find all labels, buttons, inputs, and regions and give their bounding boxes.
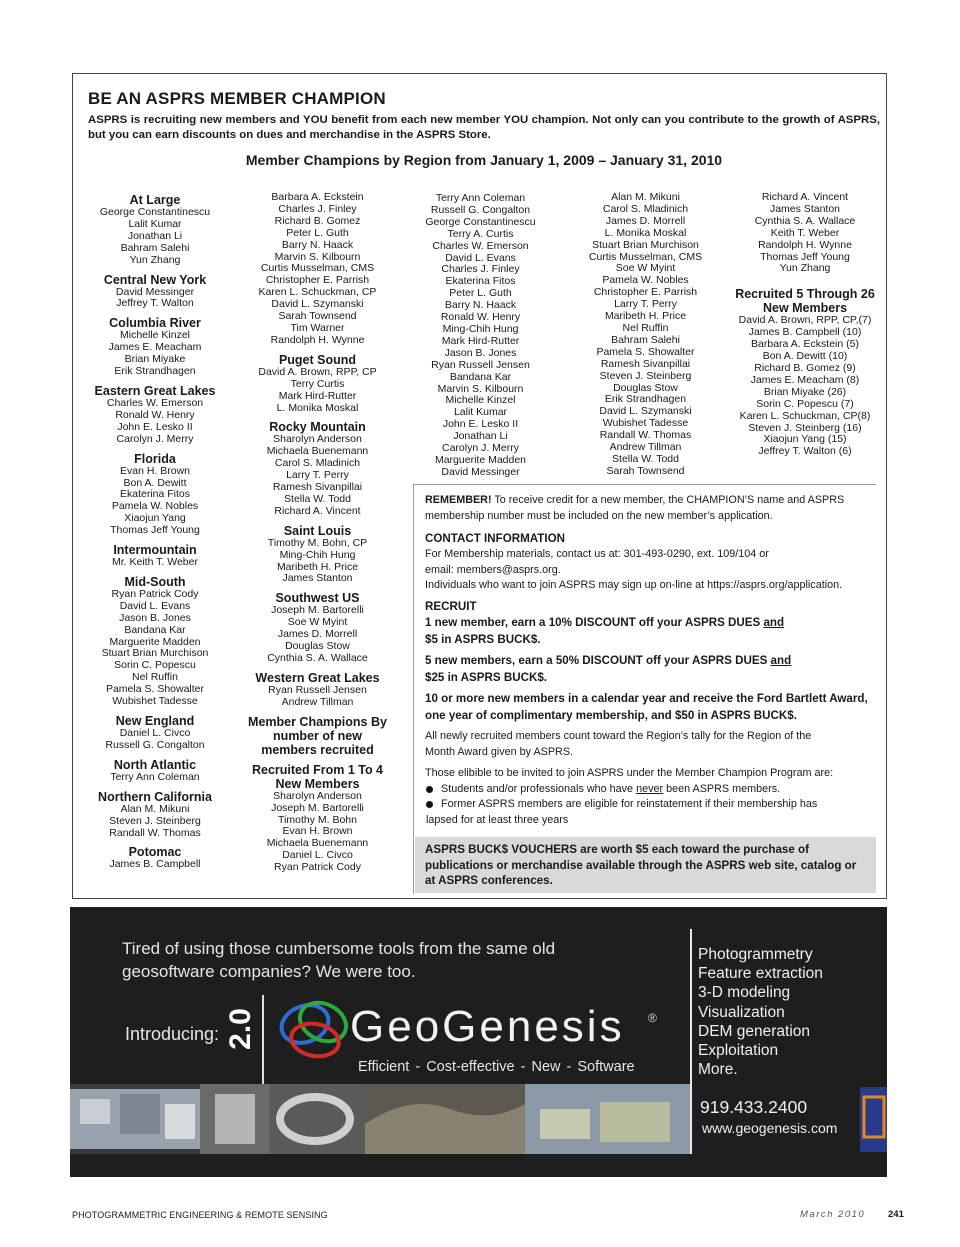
- member-name: Richard B. Gomez (9): [754, 361, 856, 374]
- member-name: Michaela Buenemann: [266, 837, 369, 850]
- ad-phone[interactable]: 919.433.2400: [700, 1097, 808, 1117]
- region-heading: Columbia River: [109, 316, 201, 331]
- member-name: Maribeth H. Price: [276, 560, 359, 573]
- member-name: Larry T. Perry: [614, 298, 677, 311]
- member-name: Karen L. Schuckman, CP(8): [739, 409, 871, 422]
- member-name: James D. Morrell: [277, 628, 358, 641]
- member-name: Daniel L. Civco: [282, 849, 353, 862]
- member-name: Ryan Russell Jensen: [431, 358, 530, 371]
- recruit-2-a: 5 new members, earn a 50% DISCOUNT off your ASPRS DUES: [425, 654, 771, 667]
- recruit-2-and: and: [770, 654, 792, 667]
- ad-brand: GeoGenesis: [350, 1002, 625, 1051]
- member-name: Sorin C. Popescu: [114, 659, 196, 672]
- member-name: Ryan Russell Jensen: [268, 683, 367, 696]
- member-name: Douglas Stow: [285, 640, 350, 653]
- member-name: George Constantinescu: [425, 215, 536, 228]
- member-name: Sorin C. Popescu (7): [756, 397, 854, 410]
- member-name: Carolyn J. Merry: [441, 442, 519, 455]
- ad-right-divider: [690, 929, 692, 1154]
- member-name: Joseph M. Bartorelli: [271, 604, 364, 617]
- count-text: All newly recruited members count toward the Region’s tally for the Region of the Month Award given by ASPRS.: [425, 730, 812, 758]
- region-heading: Eastern Great Lakes: [94, 383, 216, 398]
- member-name: Ramesh Sivanpillai: [600, 357, 691, 370]
- member-name: Alan M. Mikuni: [611, 191, 680, 203]
- remember-label: REMEMBER!: [425, 494, 492, 506]
- member-name: Brian Miyake (26): [763, 385, 847, 398]
- member-name: Barbara A. Eckstein (5): [751, 338, 859, 351]
- member-name: Douglas Stow: [613, 381, 678, 394]
- member-name: Bandana Kar: [449, 370, 512, 383]
- member-name: David L. Evans: [445, 251, 516, 264]
- member-name: Jeffrey T. Walton (6): [758, 445, 852, 458]
- member-name: David A. Brown, RPP, CP,(7): [738, 314, 872, 327]
- region-heading: Northern California: [98, 789, 212, 804]
- region-heading: Mid-South: [124, 574, 186, 589]
- ad-registered: ®: [648, 1011, 657, 1025]
- ad-image-strip: [70, 1084, 690, 1154]
- member-name: Randolph H. Wynne: [270, 333, 365, 346]
- member-name: Steven J. Steinberg: [109, 814, 201, 827]
- member-name: Daniel L. Civco: [119, 727, 191, 739]
- member-name: Peter L. Guth: [286, 226, 349, 239]
- member-name: Andrew Tillman: [281, 695, 354, 708]
- member-name: Carol S. Mladinich: [602, 202, 689, 215]
- member-name: Evan H. Brown: [282, 825, 353, 838]
- member-name: Brian Miyake: [124, 353, 186, 366]
- page-number: 241: [888, 1209, 904, 1220]
- member-name: Sharolyn Anderson: [273, 789, 362, 802]
- member-name: Sarah Townsend: [278, 310, 357, 323]
- ad-version: 2.0: [223, 1008, 257, 1050]
- member-name: Jason B. Jones: [119, 611, 191, 624]
- region-heading: Central New York: [103, 272, 207, 287]
- member-name: Maribeth H. Price: [604, 310, 687, 323]
- ad-feature-item: Feature extraction: [698, 965, 823, 983]
- member-name: David Messinger: [441, 465, 520, 478]
- region-heading: Puget Sound: [278, 352, 357, 367]
- region-heading: North Atlantic: [113, 757, 197, 772]
- member-name: Terry Ann Coleman: [110, 770, 200, 783]
- contact-line-1: For Membership materials, contact us at: 301-493-0290, ext. 109/104 or: [425, 548, 769, 560]
- member-name: Barbara A. Eckstein: [271, 191, 364, 203]
- ad-tagline: Tired of using those cumbersome tools from the same old geosoftware companies? We were too.: [122, 939, 556, 981]
- region-heading: Rocky Mountain: [269, 420, 366, 435]
- member-name: Richard A. Vincent: [761, 191, 849, 203]
- geogenesis-ad[interactable]: [70, 907, 887, 1177]
- member-name: Ryan Patrick Cody: [111, 587, 199, 600]
- member-name: Michelle Kinzel: [445, 394, 516, 407]
- contact-heading-text: CONTACT INFORMATION: [425, 532, 565, 545]
- member-name: David A. Brown, RPP, CP: [258, 365, 377, 378]
- region-heading: Member Champions By number of new members recruited: [248, 714, 387, 757]
- member-name: James Stanton: [282, 572, 353, 585]
- member-name: Soe W Myint: [615, 262, 676, 275]
- subhead: Member Champions by Region from January 1, 2009 – January 31, 2010: [245, 152, 723, 168]
- bullet-dot-icon: [426, 786, 433, 793]
- member-name: Evan H. Brown: [119, 464, 191, 477]
- member-name: Nel Ruffin: [132, 671, 178, 684]
- member-name: Terry A. Curtis: [447, 227, 514, 240]
- ad-website[interactable]: www.geogenesis.com: [702, 1120, 838, 1136]
- member-name: Jonathan Li: [453, 430, 508, 443]
- member-name: Curtis Musselman, CMS: [588, 250, 703, 263]
- member-name: Russell G. Congalton: [105, 738, 205, 751]
- member-name: James Stanton: [769, 202, 841, 215]
- member-name: Jeffrey T. Walton: [116, 297, 194, 310]
- member-name: Terry Ann Coleman: [435, 192, 526, 204]
- member-name: Karen L. Schuckman, CP: [258, 286, 377, 299]
- ad-feature-item: DEM generation: [698, 1022, 811, 1040]
- member-name: James B. Campbell: [109, 858, 201, 871]
- member-name: Joseph M. Bartorelli: [271, 801, 364, 814]
- recruit-1-and: and: [763, 616, 785, 629]
- contact-online[interactable]: Individuals who want to join ASPRS may sign up on-line at https://asprs.org/application.: [425, 579, 843, 591]
- member-name: Pamela W. Nobles: [111, 500, 199, 513]
- member-name: Carolyn J. Merry: [116, 432, 194, 445]
- member-name: Randolph H. Wynne: [758, 238, 852, 251]
- column-4: [578, 192, 713, 478]
- member-name: Peter L. Guth: [449, 287, 512, 300]
- footer-journal: PHOTOGRAMMETRIC ENGINEERING & REMOTE SENSING: [72, 1210, 328, 1220]
- column-5: [725, 192, 885, 458]
- member-name: Pamela W. Nobles: [602, 274, 689, 287]
- member-name: Pamela S. Showalter: [105, 683, 205, 696]
- member-name: Cynthia S. A. Wallace: [754, 214, 856, 227]
- member-name: Carol S. Mladinich: [274, 457, 361, 470]
- member-name: Randall W. Thomas: [109, 826, 201, 839]
- recruit-2-b: $25 in ASPRS BUCK$.: [425, 670, 547, 684]
- ad-feature-item: Exploitation: [698, 1042, 779, 1060]
- member-name: Xiaojun Yang (15): [763, 433, 847, 446]
- member-name: Cynthia S. A. Wallace: [267, 652, 368, 664]
- member-name: Marvin S. Kilbourn: [437, 382, 524, 395]
- region-heading: Saint Louis: [283, 523, 352, 538]
- member-name: James E. Meacham: [108, 341, 202, 354]
- member-name: John E. Lesko II: [442, 418, 519, 431]
- member-name: Jonathan Li: [127, 229, 183, 242]
- ad-feature-item: 3-D modeling: [698, 984, 791, 1002]
- member-name: George Constantinescu: [99, 206, 211, 218]
- recruit-1: [425, 615, 870, 648]
- member-name: Curtis Musselman, CMS: [260, 262, 375, 275]
- ad-feature-item: More.: [698, 1061, 738, 1079]
- recruit-heading-text: RECRUIT: [425, 600, 477, 613]
- member-name: Xiaojun Yang: [124, 512, 186, 525]
- contact-email[interactable]: email: members@asprs.org.: [425, 564, 561, 576]
- member-name: Erik Strandhagen: [604, 393, 687, 406]
- ad-slogan: Efficient - Cost-effective - New - Software: [358, 1059, 635, 1075]
- contact-heading: [425, 531, 870, 548]
- remember-body: To receive credit for a new member, the CHAMPION’S name and ASPRS membership number must be included on the new member’s application.: [425, 494, 845, 522]
- region-heading: New England: [115, 714, 195, 728]
- member-name: Bon A. Dewitt: [123, 476, 187, 489]
- region-heading: At Large: [129, 193, 181, 207]
- ad-feature-item: Photogrammetry: [698, 946, 813, 963]
- member-name: Russell G. Congalton: [430, 203, 531, 216]
- member-name: Soe W Myint: [287, 616, 348, 629]
- member-name: Marguerite Madden: [434, 453, 527, 466]
- member-name: Marguerite Madden: [109, 635, 201, 648]
- member-name: David Messinger: [115, 285, 195, 298]
- member-name: Yun Zhang: [129, 253, 181, 266]
- recruit-1-a: 1 new member, earn a 10% DISCOUNT off your ASPRS DUES: [425, 616, 764, 629]
- region-heading: Southwest US: [275, 591, 360, 606]
- member-name: Thomas Jeff Young: [760, 250, 850, 263]
- remember-text: [425, 493, 870, 524]
- member-name: Barry N. Haack: [444, 299, 517, 312]
- recruit-3: [425, 691, 870, 724]
- member-name: Keith T. Weber: [770, 226, 840, 239]
- member-name: Ekaterina Fitos: [445, 275, 516, 288]
- member-name: Richard A. Vincent: [274, 504, 361, 517]
- recruit-1-b: $5 in ASPRS BUCK$.: [425, 632, 541, 646]
- footer-date: March 2010: [800, 1209, 866, 1220]
- member-name: James B. Campbell (10): [748, 326, 862, 339]
- recruit-2: [425, 653, 870, 686]
- intro-text: ASPRS is recruiting new members and YOU benefit from each new member YOU champion. Not only can you contribute to the growth of ASPRS, but you can earn discounts on dues and merchandise in the ASPRS Store.: [88, 114, 880, 141]
- member-name: Ryan Patrick Cody: [274, 861, 361, 874]
- bullet-1: [426, 782, 866, 798]
- recruit-3-text: 10 or more new members in a calendar year and receive the Ford Bartlett Award, one year of complimentary membership, and $50 in ASPRS BUCK$.: [425, 692, 868, 722]
- member-name: Larry T. Perry: [286, 469, 349, 482]
- member-name: Terry Curtis: [290, 377, 345, 390]
- member-name: Richard B. Gomez: [274, 214, 361, 227]
- ad-thumbnail-image: [860, 1087, 887, 1152]
- member-name: Charles J. Finley: [278, 202, 357, 215]
- member-name: Charles W. Emerson: [106, 396, 204, 409]
- member-name: Tim Warner: [290, 321, 345, 334]
- member-name: James D. Morrell: [605, 214, 686, 227]
- member-name: Bahram Salehi: [611, 333, 680, 346]
- column-2: [245, 192, 390, 874]
- ad-divider: [262, 995, 264, 1087]
- member-name: Steven J. Steinberg (16): [748, 421, 862, 434]
- member-name: James E. Meacham (8): [750, 373, 860, 386]
- bullet-1-a: Students and/or professionals who have: [441, 783, 637, 795]
- region-heading: Potomac: [128, 845, 182, 860]
- member-name: Sharolyn Anderson: [273, 433, 362, 446]
- headline: BE AN ASPRS MEMBER CHAMPION: [88, 89, 386, 108]
- member-name: Ming-Chih Hung: [279, 548, 356, 561]
- ad-feature-item: Visualization: [698, 1003, 785, 1021]
- member-name: Michaela Buenemann: [266, 445, 369, 458]
- member-name: Timothy M. Bohn, CP: [267, 536, 368, 549]
- member-name: Nel Ruffin: [622, 321, 669, 334]
- member-name: Sarah Townsend: [606, 464, 685, 477]
- region-heading: Recruited From 1 To 4 New Members: [251, 762, 384, 791]
- member-name: Michelle Kinzel: [119, 329, 191, 342]
- member-name: David L. Evans: [119, 599, 191, 612]
- bullet-2: [426, 797, 836, 828]
- member-name: Alan M. Mikuni: [120, 802, 190, 815]
- member-name: Charles W. Emerson: [432, 239, 529, 252]
- member-name: Christopher E. Parrish: [265, 274, 370, 287]
- member-name: David L. Szymanski: [271, 298, 364, 311]
- member-name: Andrew Tillman: [609, 441, 682, 454]
- member-name: John E. Lesko II: [117, 420, 193, 433]
- member-name: Timothy M. Bohn: [278, 813, 357, 826]
- ad-features: [698, 945, 823, 1079]
- member-name: Mr. Keith T. Weber: [112, 556, 198, 569]
- member-name: Christopher E. Parrish: [593, 286, 698, 299]
- member-name: Wubishet Tadesse: [602, 417, 689, 430]
- member-name: Charles J. Finley: [441, 263, 520, 276]
- member-name: Ekaterina Fitos: [119, 488, 191, 501]
- region-heading: Intermountain: [113, 543, 197, 558]
- member-name: Pamela S. Showalter: [596, 345, 695, 358]
- member-name: Jason B. Jones: [444, 346, 517, 359]
- eligible-text: Those elibible to be invited to join ASPRS under the Member Champion Program are:: [425, 767, 834, 779]
- member-name: Stella W. Todd: [284, 492, 351, 505]
- column-1: [88, 193, 222, 871]
- ad-introducing: Introducing:: [125, 1024, 220, 1044]
- member-name: Stella W. Todd: [612, 452, 679, 465]
- member-name: Steven J. Steinberg: [599, 369, 692, 382]
- member-name: L. Monika Moskal: [276, 401, 359, 414]
- member-name: Ramesh Sivanpillai: [272, 481, 363, 494]
- recruit-heading: [425, 599, 870, 616]
- member-name: Ming-Chih Hung: [442, 322, 519, 335]
- member-name: David L. Szymanski: [599, 405, 692, 418]
- vouchers-text: ASPRS BUCK$ VOUCHERS are worth $5 each toward the purchase of publications or merchandise available through the ASPRS web site, catalog or at ASPRS conferences.: [425, 843, 857, 887]
- member-name: Mark Hird-Rutter: [441, 334, 520, 347]
- member-name: Mark Hird-Rutter: [278, 389, 357, 402]
- member-name: Randall W. Thomas: [599, 429, 692, 442]
- bullet-1-never: never: [636, 783, 664, 795]
- bullet-1-b: been ASPRS members.: [663, 783, 781, 795]
- member-name: Bandana Kar: [124, 623, 186, 636]
- member-name: Thomas Jeff Young: [110, 524, 200, 537]
- bullet-dot-icon: [426, 801, 433, 808]
- member-name: Marvin S. Kilbourn: [274, 250, 361, 263]
- member-name: L. Monika Moskal: [604, 226, 687, 239]
- member-name: Erik Strandhagen: [114, 365, 196, 378]
- member-name: Ronald W. Henry: [115, 408, 195, 421]
- member-name: Bahram Salehi: [120, 241, 190, 254]
- member-name: Lalit Kumar: [128, 217, 182, 230]
- member-name: Ronald W. Henry: [440, 311, 521, 324]
- region-heading: Western Great Lakes: [255, 670, 380, 685]
- region-heading: Recruited 5 Through 26 New Members: [735, 287, 875, 316]
- member-name: Barry N. Haack: [281, 238, 354, 251]
- member-name: Yun Zhang: [779, 262, 831, 275]
- member-name: Wubishet Tadesse: [112, 695, 198, 708]
- member-name: Stuart Brian Murchison: [592, 238, 699, 251]
- column-3: [418, 193, 543, 479]
- member-name: Bon A. Dewitt (10): [762, 350, 848, 363]
- bullet-2-text: Former ASPRS members are eligible for reinstatement if their membership has lapsed for at least three years: [426, 798, 818, 826]
- member-name: Lalit Kumar: [453, 406, 508, 419]
- member-name: Stuart Brian Murchison: [101, 647, 209, 660]
- region-heading: Florida: [134, 451, 176, 466]
